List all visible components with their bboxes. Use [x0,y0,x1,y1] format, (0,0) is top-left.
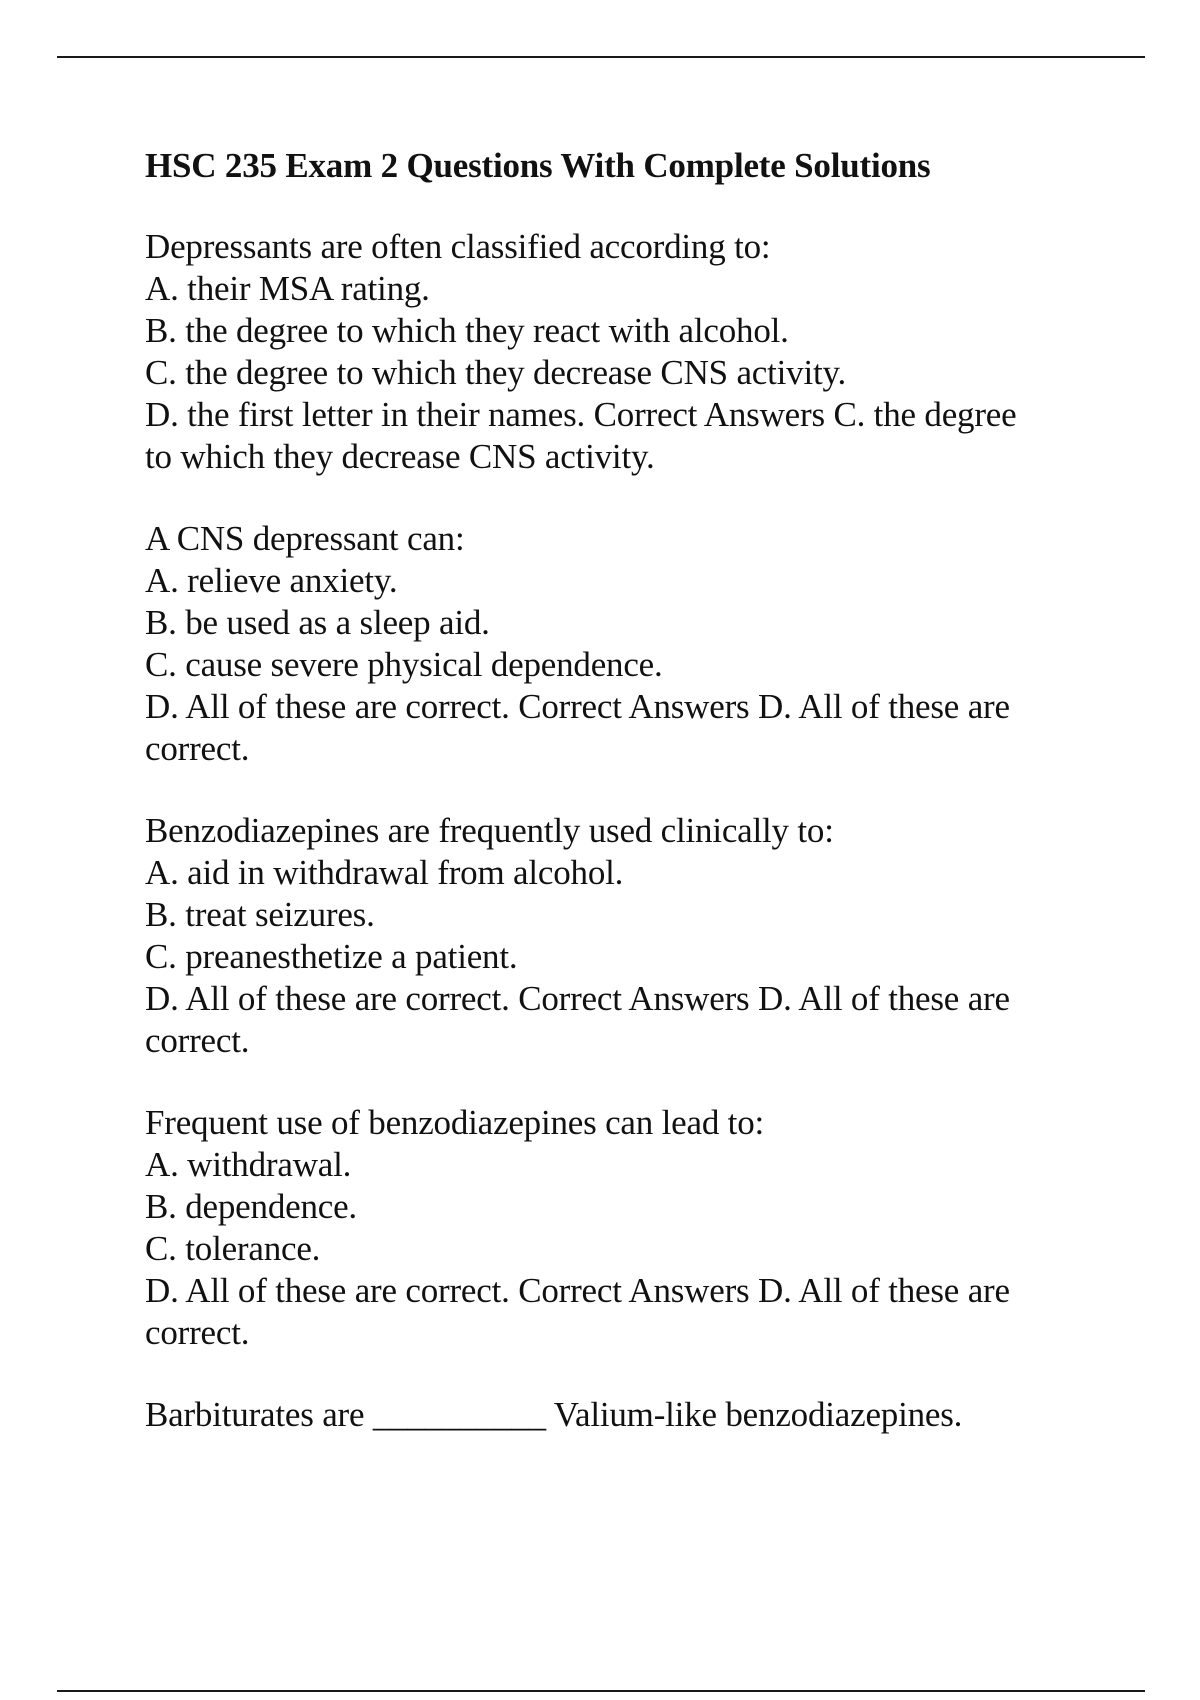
question-3 [145,810,1075,1062]
option-b: B. be used as a sleep aid. [145,603,490,642]
option-b: B. the degree to which they react with alcohol. [145,311,789,350]
option-c: C. preanesthetize a patient. [145,937,518,976]
option-c: C. the degree to which they decrease CNS activity. [145,353,847,392]
document-body [145,144,1075,1476]
answer-continuation: correct. [145,1313,250,1352]
question-prompt: Frequent use of benzodiazepines can lead to: [145,1103,765,1142]
option-a: A. relieve anxiety. [145,561,398,600]
option-a: A. aid in withdrawal from alcohol. [145,853,624,892]
question-prompt: Barbiturates are __________ Valium-like benzodiazepines. [145,1395,963,1434]
question-4 [145,1102,1075,1354]
question-5 [145,1394,1075,1436]
option-c: C. cause severe physical dependence. [145,645,663,684]
option-a: A. their MSA rating. [145,269,430,308]
question-1 [145,226,1075,478]
option-d-with-answer: D. All of these are correct. Correct Answers D. All of these are [145,687,1010,726]
option-d-with-answer: D. the first letter in their names. Correct Answers C. the degree [145,395,1017,434]
answer-continuation: correct. [145,729,250,768]
option-b: B. dependence. [145,1187,357,1226]
question-prompt: A CNS depressant can: [145,519,465,558]
option-a: A. withdrawal. [145,1145,352,1184]
answer-continuation: to which they decrease CNS activity. [145,437,655,476]
question-2 [145,518,1075,770]
option-b: B. treat seizures. [145,895,375,934]
document-title: HSC 235 Exam 2 Questions With Complete Solutions [145,146,931,185]
footer-rule [57,1690,1145,1692]
header-rule [57,56,1145,58]
option-d-with-answer: D. All of these are correct. Correct Answers D. All of these are [145,1271,1010,1310]
question-prompt: Depressants are often classified according to: [145,227,771,266]
option-c: C. tolerance. [145,1229,321,1268]
question-prompt: Benzodiazepines are frequently used clinically to: [145,811,834,850]
answer-continuation: correct. [145,1021,250,1060]
option-d-with-answer: D. All of these are correct. Correct Answers D. All of these are [145,979,1010,1018]
